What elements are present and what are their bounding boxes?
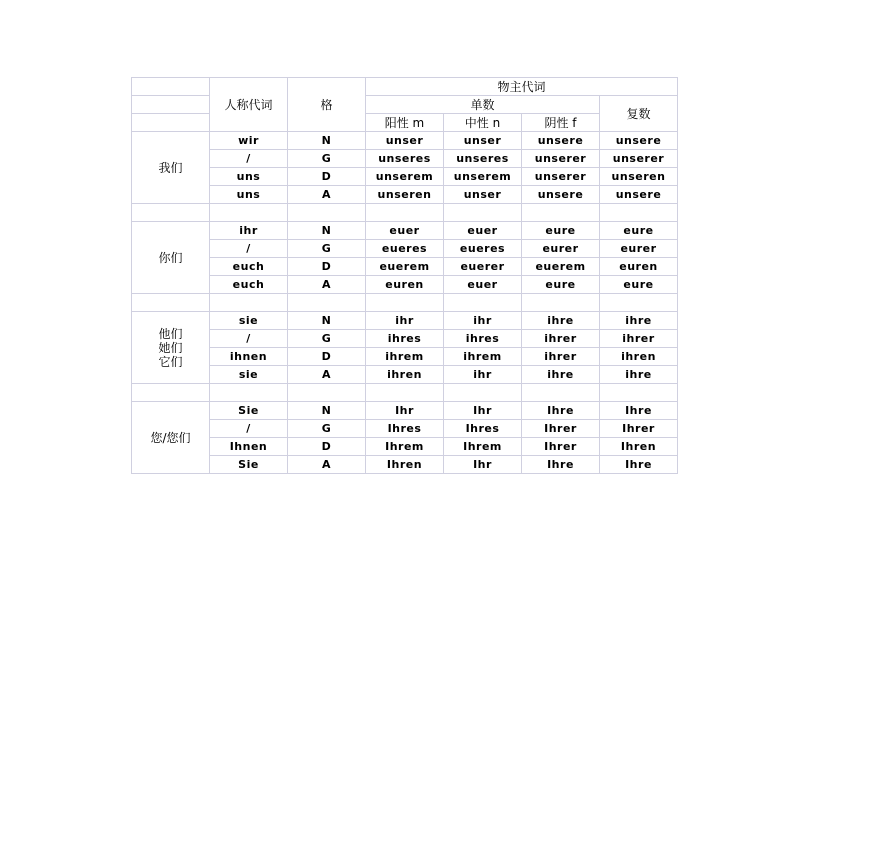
person-label: 他们 [158,326,183,341]
empty-cell[interactable] [600,204,678,222]
neuter-cell[interactable]: ihr [444,366,522,384]
feminine-cell[interactable]: eurer [522,240,600,258]
empty-cell[interactable] [132,294,210,312]
personal-pronoun-cell[interactable]: wir [210,132,288,150]
feminine-cell[interactable]: unserer [522,150,600,168]
empty-cell[interactable] [210,384,288,402]
table-row [132,312,678,330]
table-row [132,366,678,384]
neuter-cell[interactable]: eueres [444,240,522,258]
feminine-cell[interactable]: unsere [522,186,600,204]
personal-pronoun-cell[interactable]: / [210,240,288,258]
table-row [132,402,678,420]
table-row [132,132,678,150]
case-cell[interactable]: G [288,330,366,348]
feminine-cell[interactable]: eure [522,222,600,240]
empty-cell[interactable] [366,384,444,402]
personal-pronoun-cell[interactable]: sie [210,366,288,384]
table-row [132,240,678,258]
case-cell[interactable]: A [288,366,366,384]
plural-cell[interactable]: eure [600,276,678,294]
table-row [132,330,678,348]
case-cell[interactable]: D [288,438,366,456]
masculine-cell[interactable]: Ihres [366,420,444,438]
masculine-cell[interactable]: unser [366,132,444,150]
empty-cell[interactable] [132,384,210,402]
person-group-cell[interactable] [132,222,210,294]
empty-cell[interactable] [522,384,600,402]
neuter-cell[interactable]: ihrem [444,348,522,366]
feminine-cell[interactable]: euerem [522,258,600,276]
personal-pronoun-cell[interactable]: uns [210,186,288,204]
person-group-cell[interactable] [132,402,210,474]
empty-cell[interactable] [444,294,522,312]
masculine-cell[interactable]: Ihr [366,402,444,420]
masculine-cell[interactable]: unserem [366,168,444,186]
masculine-cell[interactable]: euer [366,222,444,240]
header-feminine[interactable]: 阴性 f [522,114,600,132]
plural-cell[interactable]: ihre [600,366,678,384]
feminine-cell[interactable]: ihrer [522,348,600,366]
person-label: 她们 [158,340,183,355]
neuter-cell[interactable]: ihr [444,312,522,330]
table-row [132,276,678,294]
personal-pronoun-cell[interactable]: ihr [210,222,288,240]
masculine-cell[interactable]: unseres [366,150,444,168]
feminine-cell[interactable]: Ihrer [522,438,600,456]
personal-pronoun-cell[interactable]: Sie [210,402,288,420]
plural-cell[interactable]: Ihre [600,402,678,420]
case-cell[interactable]: N [288,402,366,420]
masculine-cell[interactable]: euerem [366,258,444,276]
neuter-cell[interactable]: unser [444,186,522,204]
case-cell[interactable]: G [288,420,366,438]
empty-cell[interactable] [366,294,444,312]
person-label: 它们 [158,354,183,369]
case-cell[interactable]: D [288,168,366,186]
table-row [132,258,678,276]
feminine-cell[interactable]: unsere [522,132,600,150]
case-cell[interactable]: N [288,312,366,330]
table-row [132,150,678,168]
case-cell[interactable]: N [288,132,366,150]
neuter-cell[interactable]: euerer [444,258,522,276]
header-singular[interactable]: 单数 [366,96,600,114]
case-cell[interactable]: G [288,240,366,258]
empty-cell[interactable] [366,204,444,222]
plural-cell[interactable]: Ihre [600,456,678,474]
table-row [132,348,678,366]
person-label: 我们 [158,160,183,175]
header-row-1 [132,78,678,96]
plural-cell[interactable]: ihren [600,348,678,366]
masculine-cell[interactable]: ihrem [366,348,444,366]
case-cell[interactable]: A [288,186,366,204]
empty-cell[interactable] [600,384,678,402]
header-neuter[interactable]: 中性 n [444,114,522,132]
masculine-cell[interactable]: unseren [366,186,444,204]
case-cell[interactable]: N [288,222,366,240]
plural-cell[interactable]: eurer [600,240,678,258]
neuter-cell[interactable]: Ihr [444,456,522,474]
empty-cell[interactable] [522,204,600,222]
possessive-pronoun-table [131,77,678,474]
neuter-cell[interactable]: unserem [444,168,522,186]
feminine-cell[interactable]: ihre [522,366,600,384]
person-group-cell[interactable] [132,312,210,384]
empty-cell[interactable] [600,294,678,312]
plural-cell[interactable]: unserer [600,150,678,168]
empty-cell[interactable] [210,204,288,222]
plural-cell[interactable]: Ihrer [600,420,678,438]
feminine-cell[interactable]: ihrer [522,330,600,348]
personal-pronoun-cell[interactable]: sie [210,312,288,330]
masculine-cell[interactable]: euren [366,276,444,294]
spacer-row [132,384,678,402]
table-row [132,420,678,438]
case-cell[interactable]: D [288,258,366,276]
masculine-cell[interactable]: Ihren [366,456,444,474]
personal-pronoun-cell[interactable]: / [210,330,288,348]
case-cell[interactable]: G [288,150,366,168]
plural-cell[interactable]: ihrer [600,330,678,348]
header-plural[interactable]: 复数 [600,96,678,132]
personal-pronoun-cell[interactable]: euch [210,276,288,294]
empty-cell[interactable] [132,96,210,114]
plural-cell[interactable]: eure [600,222,678,240]
empty-cell[interactable] [210,294,288,312]
person-group-cell[interactable] [132,132,210,204]
neuter-cell[interactable]: ihres [444,330,522,348]
case-cell[interactable]: A [288,276,366,294]
personal-pronoun-cell[interactable]: / [210,150,288,168]
empty-cell[interactable] [288,294,366,312]
empty-cell[interactable] [288,384,366,402]
neuter-cell[interactable]: euer [444,276,522,294]
plural-cell[interactable]: unseren [600,168,678,186]
header-case[interactable]: 格 [288,78,366,132]
empty-cell[interactable] [288,204,366,222]
personal-pronoun-cell[interactable]: Ihnen [210,438,288,456]
personal-pronoun-cell[interactable]: uns [210,168,288,186]
empty-cell[interactable] [132,204,210,222]
masculine-cell[interactable]: ihren [366,366,444,384]
feminine-cell[interactable]: Ihre [522,402,600,420]
masculine-cell[interactable]: eueres [366,240,444,258]
neuter-cell[interactable]: unseres [444,150,522,168]
personal-pronoun-cell[interactable]: euch [210,258,288,276]
person-label: 您/您们 [150,430,191,445]
header-masculine[interactable]: 阳性 m [366,114,444,132]
case-cell[interactable]: D [288,348,366,366]
empty-cell[interactable] [132,78,210,96]
neuter-cell[interactable]: Ihr [444,402,522,420]
neuter-cell[interactable]: Ihres [444,420,522,438]
masculine-cell[interactable]: ihr [366,312,444,330]
feminine-cell[interactable]: unserer [522,168,600,186]
plural-cell[interactable]: euren [600,258,678,276]
plural-cell[interactable]: unsere [600,186,678,204]
neuter-cell[interactable]: euer [444,222,522,240]
spacer-row [132,294,678,312]
neuter-cell[interactable]: Ihrem [444,438,522,456]
empty-cell[interactable] [132,114,210,132]
feminine-cell[interactable]: eure [522,276,600,294]
masculine-cell[interactable]: ihres [366,330,444,348]
header-person[interactable]: 人称代词 [210,78,288,132]
empty-cell[interactable] [444,384,522,402]
personal-pronoun-cell[interactable]: ihnen [210,348,288,366]
table-row [132,168,678,186]
table-row [132,438,678,456]
neuter-cell[interactable]: unser [444,132,522,150]
spacer-row [132,204,678,222]
personal-pronoun-cell[interactable]: / [210,420,288,438]
case-cell[interactable]: A [288,456,366,474]
header-possessive[interactable]: 物主代词 [366,78,678,96]
plural-cell[interactable]: unsere [600,132,678,150]
empty-cell[interactable] [444,204,522,222]
table-row [132,186,678,204]
feminine-cell[interactable]: Ihrer [522,420,600,438]
feminine-cell[interactable]: ihre [522,312,600,330]
personal-pronoun-cell[interactable]: Sie [210,456,288,474]
table-row [132,222,678,240]
table-row [132,456,678,474]
person-label: 你们 [158,250,183,265]
feminine-cell[interactable]: Ihre [522,456,600,474]
plural-cell[interactable]: ihre [600,312,678,330]
empty-cell[interactable] [522,294,600,312]
masculine-cell[interactable]: Ihrem [366,438,444,456]
plural-cell[interactable]: Ihren [600,438,678,456]
